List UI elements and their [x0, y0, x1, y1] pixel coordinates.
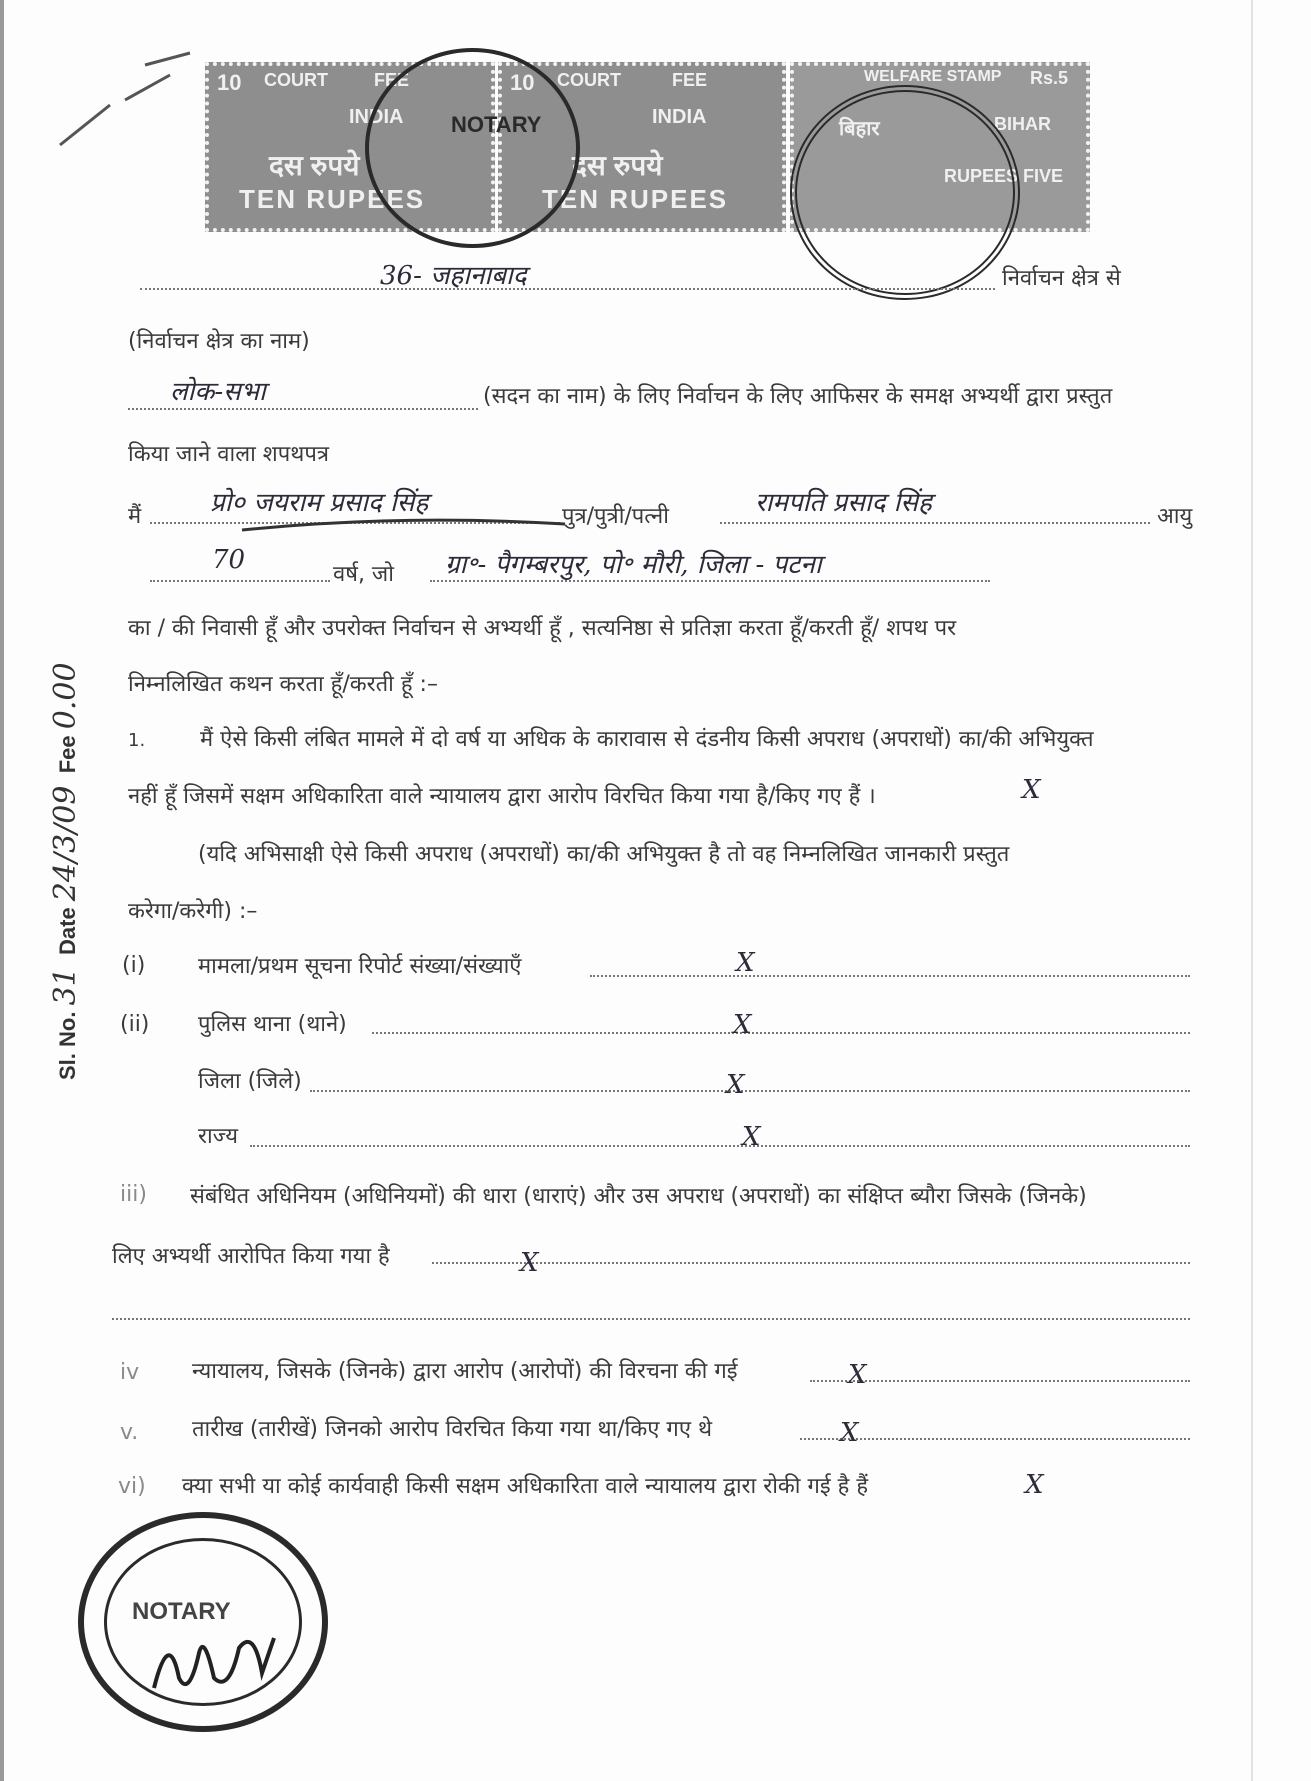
constituency-dotted-line — [140, 288, 995, 290]
item-v-text: तारीख (तारीखें) जिनको आरोप विरचित किया गया था/किए गए थे — [192, 1417, 713, 1442]
item-v-number: v. — [120, 1420, 139, 1445]
age-handwritten: 70 — [212, 545, 246, 575]
affidavit-title-line: किया जाने वाला शपथपत्र — [128, 442, 329, 467]
item-iv-number: iv — [120, 1360, 140, 1385]
item-state-dotted-line — [250, 1145, 1190, 1147]
court-fee-stamp-2: 10 COURT FEE INDIA दस रुपये TEN RUPEES — [498, 62, 786, 232]
clause-1-line-4: करेगा/करेगी) :– — [128, 899, 258, 924]
welfare-stamp: WELFARE STAMP Rs.5 बिहार BIHAR RUPEES FIVE — [790, 62, 1090, 232]
date-handwritten: 24/3/09 — [48, 785, 83, 902]
fee-label: Fee — [55, 735, 80, 774]
item-district-text: जिला (जिले) — [198, 1069, 302, 1094]
item-i-dotted-line — [590, 975, 1190, 977]
address-handwritten: ग्रा॰- पैगम्बरपुर, पो॰ मौरी, जिला - पटना — [445, 550, 822, 580]
father-dotted-line — [720, 522, 1150, 524]
item-ii-cross-mark: X — [733, 1010, 752, 1040]
serial-number-label: Sl. No. — [55, 1011, 80, 1080]
item-ii-number: (ii) — [120, 1012, 150, 1037]
item-iii-number: iii) — [120, 1182, 147, 1207]
item-iii-line-2: लिए अभ्यर्थी आरोपित किया गया है — [112, 1244, 390, 1269]
item-district-cross-mark: X — [726, 1070, 745, 1100]
item-i-text: मामला/प्रथम सूचना रिपोर्ट संख्या/संख्याएँ — [198, 954, 522, 979]
item-vi-number: vi) — [118, 1474, 146, 1499]
item-i-number: (i) — [122, 953, 146, 978]
item-iii-cross-mark: X — [520, 1248, 539, 1278]
clause-1-line-3: (यदि अभिसाक्षी ऐसे किसी अपराध (अपराधों) का/की अभियुक्त है तो वह निम्नलिखित जानकारी प्रस्तुत — [198, 842, 1010, 867]
item-iv-dotted-line — [810, 1380, 1190, 1382]
item-v-cross-mark: X — [840, 1418, 859, 1448]
item-iii-dotted-line — [432, 1262, 1190, 1264]
item-i-cross-mark: X — [736, 948, 755, 978]
notary-register-note — [48, 662, 83, 1080]
serial-number-handwritten: 31 — [48, 967, 83, 1006]
constituency-caption: (निर्वाचन क्षेत्र का नाम) — [128, 329, 310, 354]
item-state-text: राज्य — [198, 1124, 239, 1149]
notary-signature — [144, 1618, 284, 1708]
clause-1-cross-mark: X — [1022, 775, 1041, 805]
years-label: वर्ष, जो — [333, 562, 394, 587]
notary-seal-text: NOTARY — [132, 1598, 231, 1625]
age-dotted-line — [150, 580, 330, 582]
house-dotted-line — [128, 408, 478, 410]
date-label: Date — [55, 907, 80, 955]
clause-1-line-2: नहीं हूँ जिसमें सक्षम अधिकारिता वाले न्यायालय द्वारा आरोप विरचित किया गया है/किए गए हैं । — [128, 784, 876, 809]
resident-line: का / की निवासी हूँ और उपरोक्त निर्वाचन से अभ्यर्थी हूँ , सत्यनिष्ठा से प्रतिज्ञा करता हूँ/करती हूँ/ शपथ पर — [128, 616, 957, 641]
pen-stroke-mark — [50, 45, 200, 155]
age-label: आयु — [1157, 504, 1193, 529]
item-vi-text: क्या सभी या कोई कार्यवाही किसी सक्षम अधिकारिता वाले न्यायालय द्वारा रोकी गई है हैं — [182, 1474, 869, 1499]
item-iv-cross-mark: X — [848, 1360, 867, 1390]
page-right-edge — [1251, 0, 1253, 1781]
notary-seal-1: NOTARY — [365, 48, 580, 248]
item-district-dotted-line — [310, 1090, 1190, 1092]
fee-handwritten: 0.00 — [48, 662, 83, 730]
house-text: (सदन का नाम) के लिए निर्वाचन के लिए आफिसर के समक्ष अभ्यर्थी द्वारा प्रस्तुत — [483, 384, 1113, 409]
deponent-name-handwritten: प्रो० जयराम प्रसाद सिंह — [210, 488, 429, 518]
constituency-handwritten: 36- जहानाबाद — [380, 261, 527, 291]
statement-line: निम्नलिखित कथन करता हूँ/करती हूँ :– — [128, 672, 438, 697]
item-vi-cross-mark: X — [1025, 1470, 1044, 1500]
notary-seal-2 — [790, 85, 1020, 300]
clause-1-line-1: मैं ऐसे किसी लंबित मामले में दो वर्ष या अधिक के कारावास से दंडनीय किसी अपराध (अपराधों) का/की अभियुक्त — [200, 727, 1094, 752]
item-ii-text: पुलिस थाना (थाने) — [198, 1012, 347, 1037]
notary-seal-bottom — [78, 1512, 328, 1732]
father-name-handwritten: रामपति प्रसाद सिंह — [755, 488, 932, 518]
name-underline-stroke — [240, 512, 570, 536]
item-state-cross-mark: X — [742, 1122, 761, 1152]
item-ii-dotted-line — [372, 1032, 1190, 1034]
i-label: मैं — [128, 504, 142, 529]
house-handwritten: लोक-सभा — [170, 377, 266, 407]
clause-1-number: 1. — [128, 730, 146, 751]
page-left-edge — [0, 0, 4, 1781]
constituency-suffix: निर्वाचन क्षेत्र से — [1002, 266, 1121, 291]
relation-label: पुत्र/पुत्री/पत्नी — [562, 504, 669, 529]
item-iii-extra-dotted-line — [112, 1318, 1190, 1320]
court-fee-stamp-1: 10 COURT FEE INDIA दस रुपये TEN RUPEES — [205, 62, 495, 232]
item-iii-line-1: संबंधित अधिनियम (अधिनियमों) की धारा (धाराएं) और उस अपराध (अपराधों) का संक्षिप्त ब्यौरा जिसके (जिनके) — [190, 1184, 1087, 1209]
item-iv-text: न्यायालय, जिसके (जिनके) द्वारा आरोप (आरोपों) की विरचना की गई — [192, 1359, 738, 1384]
